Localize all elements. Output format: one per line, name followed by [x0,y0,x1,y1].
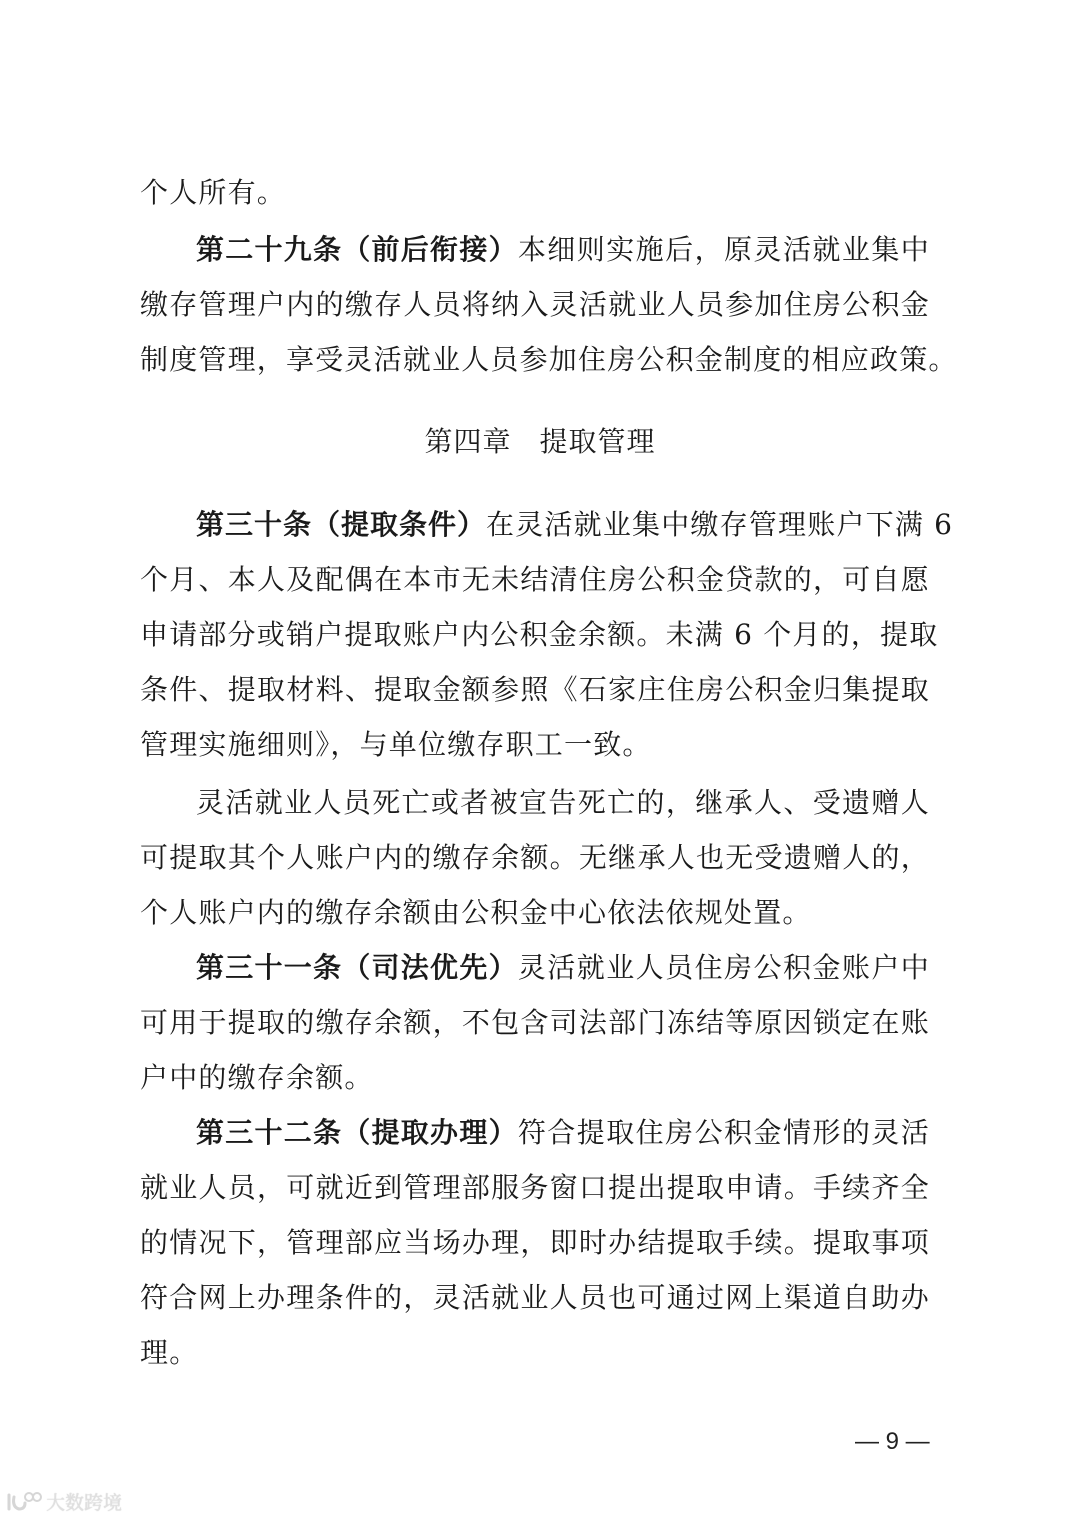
article-29-line: 制度管理，享受灵活就业人员参加住房公积金制度的相应政策。 [140,343,958,376]
article-32-line: 理。 [140,1336,199,1369]
logo-icon [6,1491,42,1513]
article-30-title: 第三十条（提取条件） [196,508,487,541]
watermark [6,1488,122,1515]
article-30-line: 申请部分或销户提取账户内公积金余额。未满 6 个月的，提取 [140,618,939,651]
chapter-title: 提取管理 [539,425,656,458]
article-30-paragraph-2-line: 可提取其个人账户内的缴存余额。无继承人也无受遗赠人的， [140,841,930,874]
article-32-title: 第三十二条（提取办理） [196,1116,518,1149]
article-30-text: 在灵活就业集中缴存管理账户下满 6 [486,508,954,541]
article-29-text: 本细则实施后，原灵活就业集中 [517,233,930,266]
article-30-line: 管理实施细则》，与单位缴存职工一致。 [140,728,652,761]
article-31-text: 灵活就业人员住房公积金账户中 [517,951,930,984]
article-30-line: 条件、提取材料、提取金额参照《石家庄住房公积金归集提取 [140,673,930,706]
article-30-line: 个月、本人及配偶在本市无未结清住房公积金贷款的，可自愿 [140,563,930,596]
article-29-first-line [196,233,930,267]
article-31-line: 可用于提取的缴存余额，不包含司法部门冻结等原因锁定在账 [140,1006,930,1039]
article-31-first-line [196,951,930,985]
chapter-heading [0,425,1080,459]
article-32-line: 就业人员，可就近到管理部服务窗口提出提取申请。手续齐全 [140,1171,930,1204]
article-30-paragraph-2-line: 灵活就业人员死亡或者被宣告死亡的，继承人、受遗赠人 [196,786,930,819]
article-31-line: 户中的缴存余额。 [140,1061,374,1094]
article-32-text: 符合提取住房公积金情形的灵活 [517,1116,930,1149]
article-31-title: 第三十一条（司法优先） [196,951,518,984]
article-32-line: 符合网上办理条件的，灵活就业人员也可通过网上渠道自助办 [140,1281,930,1314]
text-line: 个人所有。 [140,176,287,209]
article-29-title: 第二十九条（前后衔接） [196,233,518,266]
article-29-line: 缴存管理户内的缴存人员将纳入灵活就业人员参加住房公积金 [140,288,930,321]
article-32-line: 的情况下，管理部应当场办理，即时办结提取手续。提取事项 [140,1226,930,1259]
article-30-paragraph-2-line: 个人账户内的缴存余额由公积金中心依法依规处置。 [140,896,812,929]
chapter-number: 第四章 [424,425,512,458]
article-32-first-line [196,1116,930,1150]
page-number: — 9 — [855,1428,930,1455]
article-30-first-line [196,508,954,542]
watermark-text: 大数跨境 [46,1492,123,1514]
